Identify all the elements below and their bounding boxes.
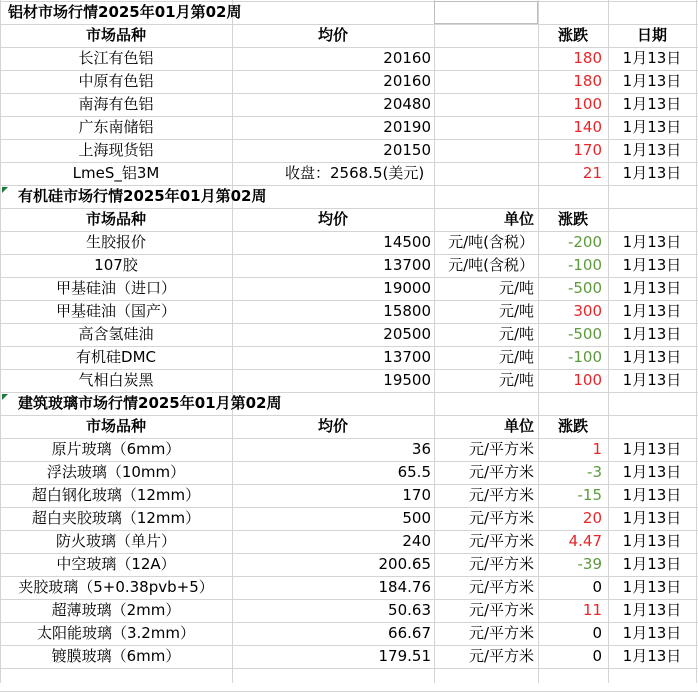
cell-product[interactable]: 原片玻璃（6mm） bbox=[51, 440, 181, 458]
comment-flag-icon bbox=[2, 187, 8, 193]
cell-unit[interactable]: 元/吨 bbox=[498, 348, 534, 366]
cell-product[interactable]: 广东南储铝 bbox=[78, 118, 154, 136]
cell-unit[interactable]: 元/吨 bbox=[498, 325, 534, 343]
cell-price[interactable]: 36 bbox=[411, 440, 431, 458]
cell-price[interactable]: 240 bbox=[402, 532, 431, 550]
cell-change[interactable]: 100 bbox=[573, 95, 602, 113]
column-header-price[interactable]: 均价 bbox=[317, 210, 348, 228]
cell-price[interactable]: 500 bbox=[402, 509, 431, 527]
cell-change[interactable]: -100 bbox=[567, 256, 602, 274]
cell-date[interactable]: 1月13日 bbox=[622, 141, 682, 159]
cell-change[interactable]: -39 bbox=[577, 555, 602, 573]
cell-date[interactable]: 1月13日 bbox=[622, 72, 682, 90]
column-header-price[interactable]: 均价 bbox=[317, 417, 348, 435]
cell-price[interactable]: 13700 bbox=[383, 348, 431, 366]
comment-flag-icon bbox=[2, 394, 8, 400]
cell-date[interactable]: 1月13日 bbox=[622, 486, 682, 504]
cell-date[interactable]: 1月13日 bbox=[622, 624, 682, 642]
cell-unit[interactable]: 元/平方米 bbox=[468, 647, 534, 665]
cell-product[interactable]: 太阳能玻璃（3.2mm） bbox=[36, 624, 196, 642]
cell-date[interactable]: 1月13日 bbox=[622, 348, 682, 366]
cell-change[interactable]: 180 bbox=[573, 49, 602, 67]
cell-unit[interactable]: 元/平方米 bbox=[468, 624, 534, 642]
cell-product[interactable]: 107胶 bbox=[94, 256, 138, 274]
cell-unit[interactable] bbox=[434, 162, 538, 185]
cell-price[interactable]: 20500 bbox=[383, 325, 431, 343]
cell-date[interactable]: 1月13日 bbox=[622, 302, 682, 320]
column-header-date[interactable] bbox=[608, 208, 696, 231]
cell-price[interactable]: 14500 bbox=[383, 233, 431, 251]
cell-date[interactable]: 1月13日 bbox=[622, 509, 682, 527]
cell-unit[interactable]: 元/平方米 bbox=[468, 532, 534, 550]
cell-unit[interactable] bbox=[434, 47, 538, 70]
cell-product[interactable]: 有机硅DMC bbox=[76, 348, 156, 366]
cell-product[interactable]: 中原有色铝 bbox=[78, 72, 154, 90]
column-header-date[interactable]: 日期 bbox=[636, 26, 667, 44]
cell-change[interactable]: 0 bbox=[592, 647, 602, 665]
cell-unit[interactable]: 元/平方米 bbox=[468, 509, 534, 527]
section-title[interactable]: 建筑玻璃市场行情2025年01月第02周 bbox=[18, 394, 282, 412]
cell-change[interactable]: 170 bbox=[573, 141, 602, 159]
cell-date[interactable]: 1月13日 bbox=[622, 233, 682, 251]
cell-unit[interactable]: 元/平方米 bbox=[468, 463, 534, 481]
cell-product[interactable]: 甲基硅油（进口） bbox=[55, 279, 176, 297]
cell-product[interactable]: 超白钢化玻璃（12mm） bbox=[31, 486, 201, 504]
cell-price[interactable]: 66.67 bbox=[388, 624, 431, 642]
cell-change[interactable]: 0 bbox=[592, 578, 602, 596]
cell-unit[interactable] bbox=[434, 139, 538, 162]
cell-date[interactable]: 1月13日 bbox=[622, 118, 682, 136]
cell-unit[interactable]: 元/吨 bbox=[498, 302, 534, 320]
cell-unit[interactable]: 元/平方米 bbox=[468, 578, 534, 596]
cell-price[interactable]: 20160 bbox=[383, 72, 431, 90]
cell-unit[interactable] bbox=[434, 93, 538, 116]
cell-price[interactable]: 收盘：2568.5(美元) bbox=[285, 164, 425, 182]
cell-change[interactable]: 100 bbox=[573, 371, 602, 389]
cell-price[interactable]: 50.63 bbox=[388, 601, 431, 619]
cell-unit[interactable] bbox=[434, 116, 538, 139]
column-header-unit[interactable]: 单位 bbox=[503, 417, 534, 435]
cell-unit[interactable]: 元/平方米 bbox=[468, 555, 534, 573]
column-header-change[interactable]: 涨跌 bbox=[557, 210, 588, 228]
cell-price[interactable]: 20150 bbox=[383, 141, 431, 159]
cell-price[interactable]: 13700 bbox=[383, 256, 431, 274]
column-header-price[interactable]: 均价 bbox=[317, 26, 348, 44]
cell-product[interactable]: 长江有色铝 bbox=[78, 49, 154, 67]
cell-date[interactable]: 1月13日 bbox=[622, 256, 682, 274]
cell-price[interactable]: 184.76 bbox=[378, 578, 431, 596]
cell-date[interactable]: 1月13日 bbox=[622, 371, 682, 389]
cell-product[interactable]: 浮法玻璃（10mm） bbox=[46, 463, 186, 481]
column-header-unit[interactable]: 单位 bbox=[503, 210, 534, 228]
cell-product[interactable]: 超白夹胶玻璃（12mm） bbox=[31, 509, 201, 527]
column-header-unit[interactable] bbox=[434, 24, 538, 47]
cell-change[interactable]: -15 bbox=[577, 486, 602, 504]
cell-selection-outline bbox=[434, 1, 538, 24]
cell-product[interactable]: LmeS_铝3M bbox=[72, 164, 160, 182]
cell-product[interactable]: 甲基硅油（国产） bbox=[55, 302, 176, 320]
cell-date[interactable]: 1月13日 bbox=[622, 578, 682, 596]
cell-unit[interactable]: 元/平方米 bbox=[468, 601, 534, 619]
cell-price[interactable]: 15800 bbox=[383, 302, 431, 320]
cell-product[interactable]: 镀膜玻璃（6mm） bbox=[51, 647, 181, 665]
cell-change[interactable]: -100 bbox=[567, 348, 602, 366]
cell-price[interactable]: 20190 bbox=[383, 118, 431, 136]
cell-price[interactable]: 65.5 bbox=[397, 463, 431, 481]
column-header-product[interactable]: 市场品种 bbox=[85, 26, 146, 44]
cell-price[interactable]: 19500 bbox=[383, 371, 431, 389]
cell-unit[interactable] bbox=[434, 70, 538, 93]
cell-change[interactable]: 20 bbox=[582, 509, 602, 527]
gridline-horizontal bbox=[0, 668, 698, 669]
cell-change[interactable]: 1 bbox=[592, 440, 602, 458]
cell-price[interactable]: 200.65 bbox=[378, 555, 431, 573]
cell-change[interactable]: 0 bbox=[592, 624, 602, 642]
cell-product[interactable]: 气相白炭黑 bbox=[78, 371, 154, 389]
cell-unit[interactable]: 元/平方米 bbox=[468, 486, 534, 504]
cell-date[interactable]: 1月13日 bbox=[622, 601, 682, 619]
cell-product[interactable]: 上海现货铝 bbox=[78, 141, 154, 159]
cell-price[interactable]: 20160 bbox=[383, 49, 431, 67]
column-header-product[interactable]: 市场品种 bbox=[85, 210, 146, 228]
cell-unit[interactable]: 元/吨 bbox=[498, 371, 534, 389]
cell-change[interactable]: 140 bbox=[573, 118, 602, 136]
cell-change[interactable]: 300 bbox=[573, 302, 602, 320]
cell-date[interactable]: 1月13日 bbox=[622, 647, 682, 665]
cell-price[interactable]: 19000 bbox=[383, 279, 431, 297]
cell-change[interactable]: -3 bbox=[587, 463, 602, 481]
cell-date[interactable]: 1月13日 bbox=[622, 325, 682, 343]
gridline-vertical bbox=[696, 0, 697, 683]
cell-product[interactable]: 生胶报价 bbox=[85, 233, 146, 251]
cell-date[interactable]: 1月13日 bbox=[622, 532, 682, 550]
cell-date[interactable]: 1月13日 bbox=[622, 555, 682, 573]
cell-date[interactable]: 1月13日 bbox=[622, 49, 682, 67]
cell-change[interactable]: -200 bbox=[567, 233, 602, 251]
cell-date[interactable]: 1月13日 bbox=[622, 440, 682, 458]
section-title[interactable]: 有机硅市场行情2025年01月第02周 bbox=[18, 187, 267, 205]
cell-price[interactable]: 20480 bbox=[383, 95, 431, 113]
cell-product[interactable]: 高含氢硅油 bbox=[78, 325, 154, 343]
cell-product[interactable]: 超薄玻璃（2mm） bbox=[51, 601, 181, 619]
cell-date[interactable]: 1月13日 bbox=[622, 95, 682, 113]
cell-price[interactable]: 179.51 bbox=[378, 647, 431, 665]
section-title[interactable]: 铝材市场行情2025年01月第02周 bbox=[8, 3, 242, 21]
cell-product[interactable]: 南海有色铝 bbox=[78, 95, 154, 113]
cell-price[interactable]: 170 bbox=[402, 486, 431, 504]
cell-change[interactable]: 21 bbox=[582, 164, 602, 182]
cell-date[interactable]: 1月13日 bbox=[622, 164, 682, 182]
column-header-product[interactable]: 市场品种 bbox=[85, 417, 146, 435]
cell-unit[interactable]: 元/吨 bbox=[498, 279, 534, 297]
cell-change[interactable]: 4.47 bbox=[568, 532, 602, 550]
cell-product[interactable]: 夹胶玻璃（5+0.38pvb+5） bbox=[18, 578, 214, 596]
cell-unit[interactable]: 元/吨(含税） bbox=[448, 233, 534, 251]
cell-change[interactable]: -500 bbox=[567, 325, 602, 343]
column-header-change[interactable]: 涨跌 bbox=[557, 26, 588, 44]
cell-date[interactable]: 1月13日 bbox=[622, 279, 682, 297]
cell-product[interactable]: 中空玻璃（12A） bbox=[56, 555, 176, 573]
cell-unit[interactable]: 元/平方米 bbox=[468, 440, 534, 458]
cell-date[interactable]: 1月13日 bbox=[622, 463, 682, 481]
cell-change[interactable]: -500 bbox=[567, 279, 602, 297]
cell-change[interactable]: 11 bbox=[582, 601, 602, 619]
column-header-date[interactable] bbox=[608, 415, 696, 438]
cell-change[interactable]: 180 bbox=[573, 72, 602, 90]
cell-unit[interactable]: 元/吨(含税） bbox=[448, 256, 534, 274]
cell-product[interactable]: 防火玻璃（单片） bbox=[55, 532, 176, 550]
column-header-change[interactable]: 涨跌 bbox=[557, 417, 588, 435]
